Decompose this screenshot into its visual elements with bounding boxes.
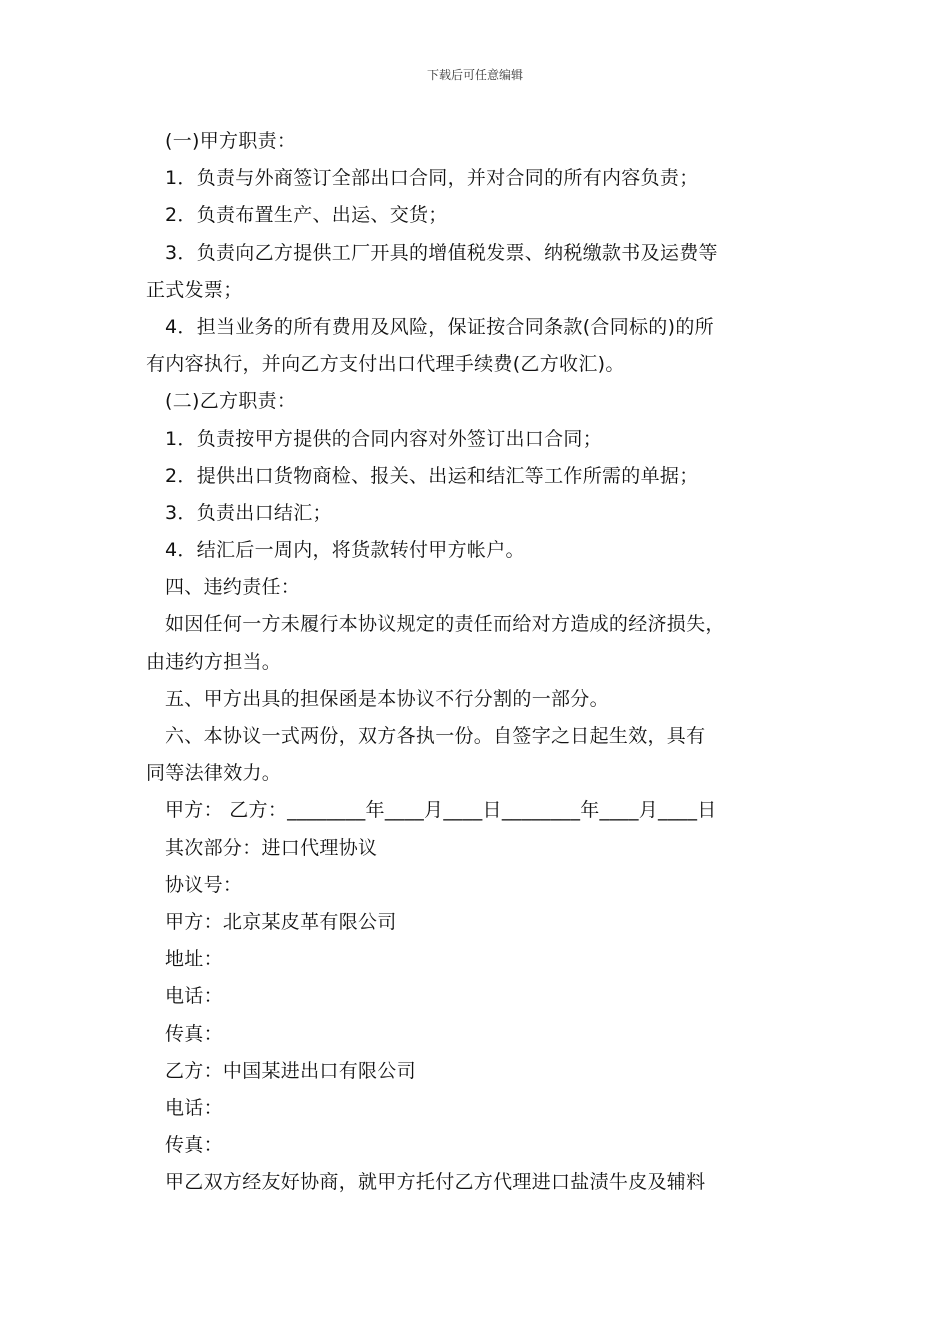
section-title: 其次部分：进口代理协议 <box>165 836 378 859</box>
phone: 电话： <box>165 1096 223 1119</box>
party-a: 甲方：北京某皮革有限公司 <box>165 910 397 933</box>
doc-line: 同等法律效力。 <box>146 762 282 785</box>
doc-line: 4．担当业务的所有费用及风险，保证按合同条款(合同标的)的所 <box>165 315 714 338</box>
doc-line: 正式发票； <box>146 278 243 301</box>
phone: 电话： <box>165 985 223 1008</box>
doc-line: 1．负责与外商签订全部出口合同，并对合同的所有内容负责； <box>165 167 699 190</box>
agreement-number: 协议号： <box>165 873 243 896</box>
doc-line: 2．负责布置生产、出运、交货； <box>165 204 448 227</box>
doc-line: 四、违约责任： <box>165 576 301 599</box>
document-body <box>146 123 814 1201</box>
doc-line: 由违约方担当。 <box>146 650 282 673</box>
doc-line: 2．提供出口货物商检、报关、出运和结汇等工作所需的单据； <box>165 464 699 487</box>
doc-line: 五、甲方出具的担保函是本协议不行分割的一部分。 <box>165 687 609 710</box>
doc-line: 甲乙双方经友好协商，就甲方托付乙方代理进口盐渍牛皮及辅料 <box>165 1171 706 1194</box>
doc-line: 如因任何一方未履行本协议规定的责任而给对方造成的经济损失， <box>165 613 725 636</box>
doc-line: (一)甲方职责： <box>165 130 297 152</box>
doc-line: 4．结汇后一周内，将货款转付甲方帐户。 <box>165 539 525 562</box>
doc-line: 3．负责出口结汇； <box>165 501 332 524</box>
doc-line: 3．负责向乙方提供工厂开具的增值税发票、纳税缴款书及运费等 <box>165 241 718 264</box>
doc-line: (二)乙方职责： <box>165 390 297 413</box>
signature-date-line: 甲方： 乙方：________年____月____日________年____月____日 <box>165 799 717 822</box>
fax: 传真： <box>165 1134 223 1157</box>
address: 地址： <box>165 948 223 971</box>
doc-line: 有内容执行，并向乙方支付出口代理手续费(乙方收汇)。 <box>146 353 625 376</box>
doc-line: 六、本协议一式两份，双方各执一份。自签字之日起生效，具有 <box>165 725 706 747</box>
page-header-note: 下载后可任意编辑 <box>426 68 523 82</box>
fax: 传真： <box>165 1022 223 1045</box>
doc-line: 1．负责按甲方提供的合同内容对外签订出口合同； <box>165 427 602 450</box>
party-b: 乙方：中国某进出口有限公司 <box>165 1059 416 1082</box>
